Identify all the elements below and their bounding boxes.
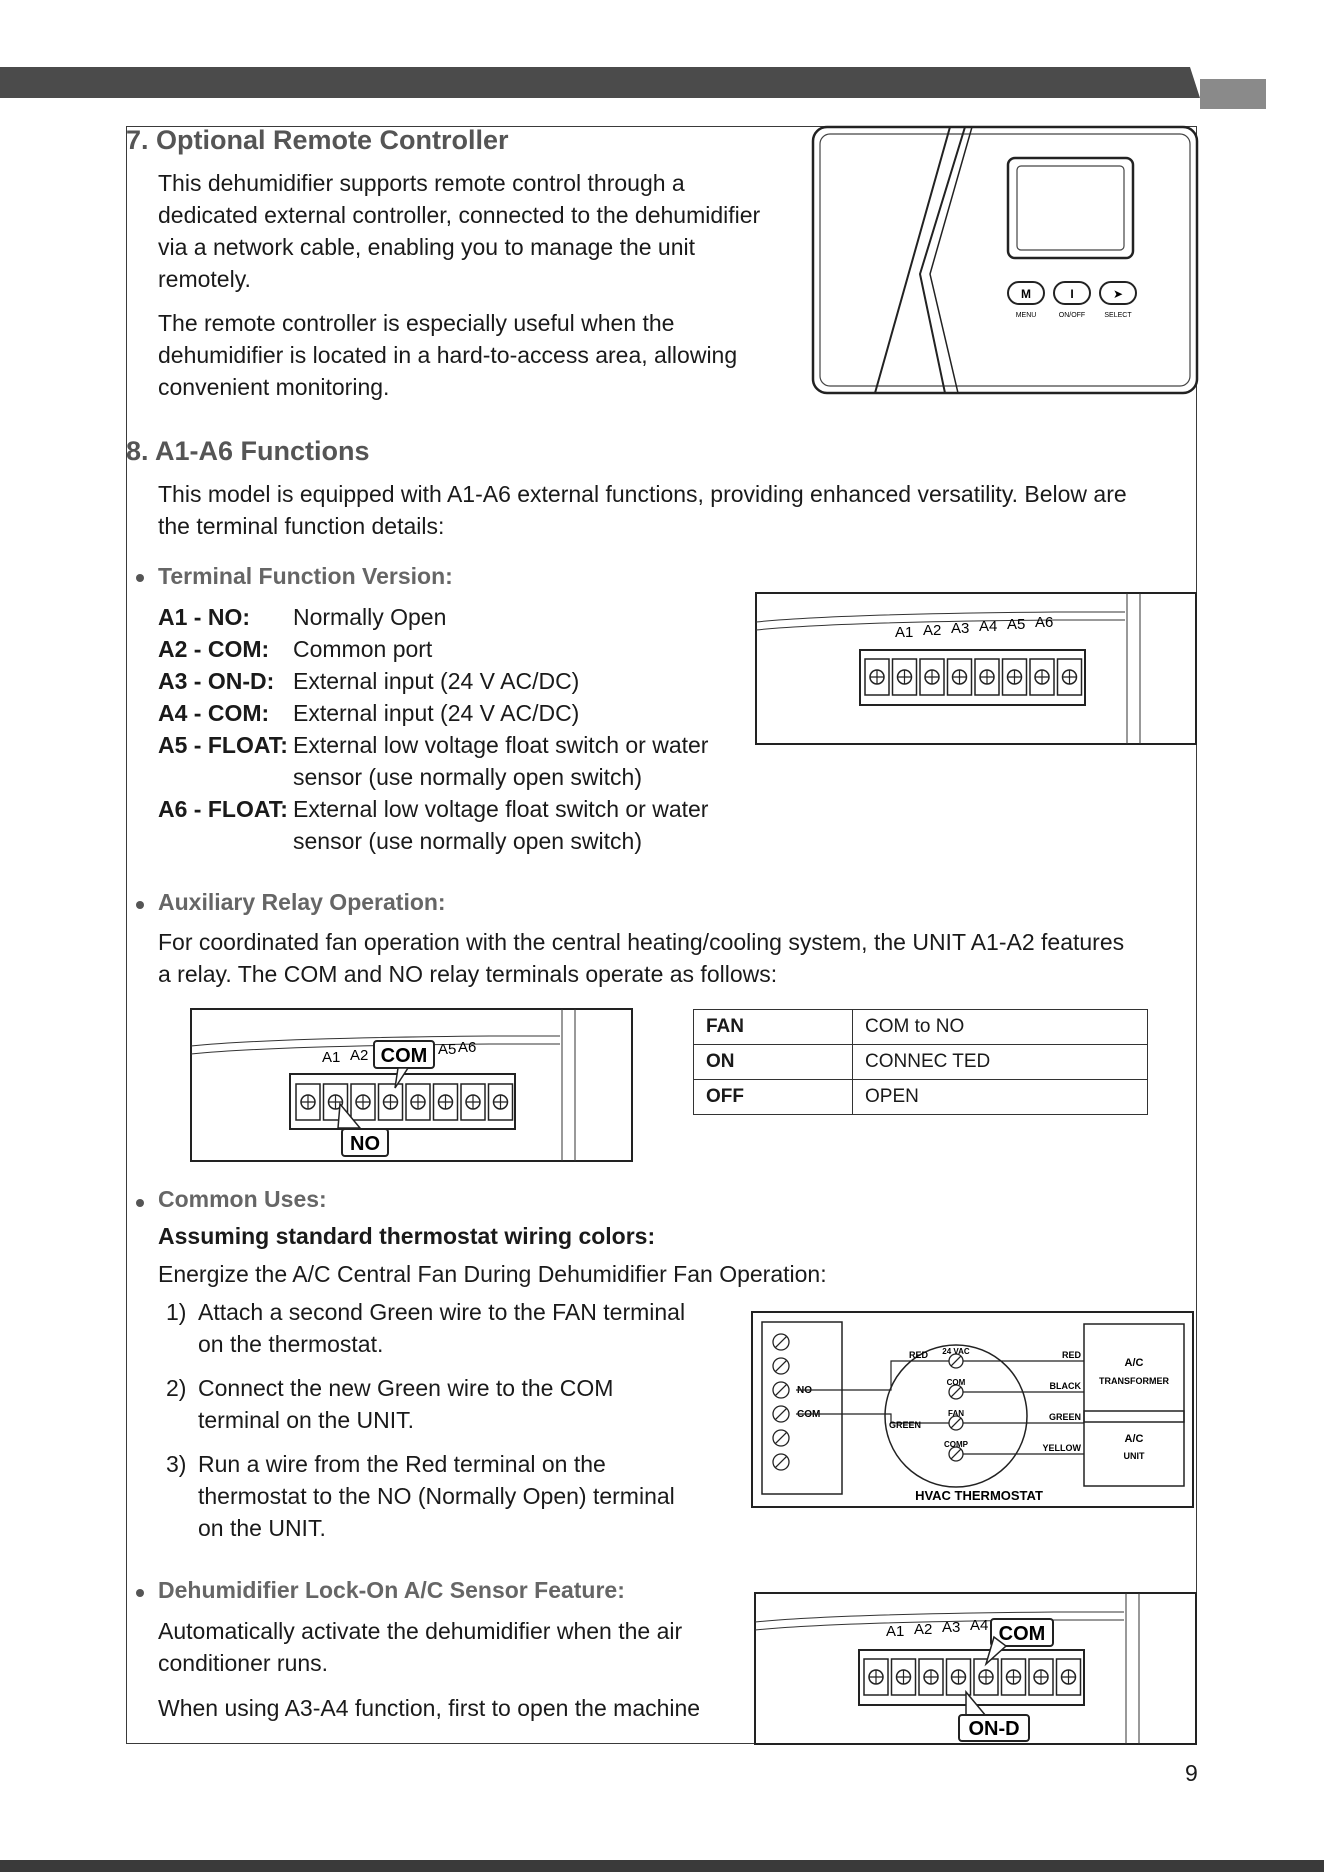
terminal-label: A6 [1035,614,1054,631]
lockon-text2: When using A3-A4 function, first to open the machine [158,1695,701,1721]
terminal-label: A5 [1007,616,1026,633]
header-tab [1200,79,1266,109]
text-line: thermostat to the NO (Normally Open) terminal [198,1483,675,1509]
menu-button-glyph: M [1021,287,1031,301]
terminal-desc: External input (24 V AC/DC) [293,700,580,726]
text-line: the terminal function details: [158,513,445,539]
ac-label: A/C [1124,1357,1144,1369]
text-line: External low voltage float switch or water [293,732,709,758]
table-cell: COM to NO [853,1010,1148,1045]
wiring-com-label: COM [797,1409,821,1420]
step-item [166,1448,685,1544]
terminal-list [158,601,708,857]
terminal-key: A1 - NO: [158,604,250,630]
step-list [166,1296,685,1544]
step-number: 3) [166,1451,187,1477]
terminal-label: A5 [438,1041,457,1058]
footer-bar [0,1860,1324,1872]
terminal-key: A3 - ON-D: [158,668,275,694]
terminal-label: A2 [914,1621,933,1638]
table-cell: ON [694,1045,853,1080]
relay-text [158,926,1124,990]
wiring-caption: HVAC THERMOSTAT [915,1488,1043,1503]
section8-intro [158,478,1127,542]
terminal-label: A1 [895,624,914,641]
text-line: The remote controller is especially useful when the [158,310,675,336]
terminal-label: A4 [979,618,998,635]
text-line: convenient monitoring. [158,374,390,400]
no-callout-label: NO [350,1133,380,1155]
text-line: conditioner runs. [158,1650,329,1676]
relay-heading: Auxiliary Relay Operation: [158,889,446,915]
table-cell: OPEN [853,1080,1148,1115]
thermostat-24vac-label: 24 VAC [942,1347,970,1356]
terminal-key: A6 - FLOAT: [158,796,288,822]
com-callout-label: COM [998,1623,1046,1645]
terminal-row [158,633,708,665]
terminal-row [158,697,708,729]
terminal-desc [293,793,708,857]
terminal-desc: Common port [293,636,433,662]
text-line: dedicated external controller, connected to the dehumidifier [158,202,761,228]
table-row [694,1080,1148,1115]
text-line: via a network cable, enabling you to manage the unit [158,234,696,260]
bullet [136,574,144,582]
relay-terminal-diagram [190,1008,633,1162]
com-callout-label: COM [380,1045,428,1067]
terminal-row [158,601,708,633]
text-line: This dehumidifier supports remote control through a [158,170,685,196]
terminal-desc [293,729,708,793]
text-line: For coordinated fan operation with the central heating/cooling system, the UNIT A1-A2 features [158,929,1125,955]
table-row [694,1045,1148,1080]
terminal-label: A4 [970,1617,989,1634]
terminal-row [158,729,708,793]
relay-table [693,1009,1148,1115]
section7-para2 [158,307,737,403]
wire-green-label: GREEN [1048,1412,1081,1422]
text-line: Run a wire from the Red terminal on the [198,1451,606,1477]
ond-callout-label: ON-D [968,1718,1020,1740]
text-line: Attach a second Green wire to the FAN terminal [198,1299,686,1325]
table-cell: FAN [694,1010,853,1045]
terminal-label: A1 [886,1623,905,1640]
table-row [694,1010,1148,1045]
wire-yellow-label: YELLOW [1042,1443,1081,1453]
lockon-terminal-diagram [754,1592,1197,1745]
bullet [136,901,144,909]
onoff-label: ON/OFF [1058,312,1086,319]
thermostat-com-label: COM [946,1378,966,1387]
uses-line: Energize the A/C Central Fan During Dehumidifier Fan Operation: [158,1261,827,1287]
terminal-row [158,665,708,697]
bullet [136,1199,144,1207]
terminal-key: A2 - COM: [158,636,270,662]
page-number: 9 [1185,1760,1198,1786]
terminal-key: A4 - COM: [158,700,270,726]
text-line: on the UNIT. [198,1515,326,1541]
bullet [136,1589,144,1597]
wire-green-left-label: GREEN [889,1420,922,1430]
menu-label: MENU [1015,312,1037,319]
uses-heading: Common Uses: [158,1186,327,1212]
thermostat-comp-label: COMP [944,1440,968,1449]
select-label: SELECT [1104,312,1132,319]
terminal-heading: Terminal Function Version: [158,563,453,589]
onoff-button-glyph: I [1070,287,1074,301]
text-line: remotely. [158,266,251,292]
hvac-wiring-diagram [751,1311,1194,1508]
step-text [198,1448,675,1544]
text-line: dehumidifier is located in a hard-to-access area, allowing [158,342,738,368]
uses-bold: Assuming standard thermostat wiring colors: [158,1223,656,1249]
text-line: a relay. The COM and NO relay terminals operate as follows: [158,961,778,987]
remote-controller-illustration [810,124,1200,396]
terminal-label: A2 [923,622,942,639]
terminal-desc: Normally Open [293,604,447,630]
wiring-no-label: NO [797,1385,812,1396]
terminal-key: A5 - FLOAT: [158,732,288,758]
thermostat-fan-label: FAN [948,1409,964,1418]
section8-title: 8. A1-A6 Functions [126,436,370,466]
terminal-label: A6 [458,1039,477,1056]
step-text [198,1296,685,1360]
text-line: sensor (use normally open switch) [293,764,642,790]
text-line: External low voltage float switch or water [293,796,709,822]
terminal-label: A3 [951,620,970,637]
terminal-desc: External input (24 V AC/DC) [293,668,580,694]
step-text [198,1372,613,1436]
terminal-label: A3 [942,1619,961,1636]
text-line: Connect the new Green wire to the COM [198,1375,614,1401]
lockon-text [158,1615,682,1679]
terminal-label: A2 [350,1047,369,1064]
wire-black-label: BLACK [1049,1381,1081,1391]
text-line: This model is equipped with A1-A6 external functions, providing enhanced versatility. Below are [158,481,1127,507]
text-line: sensor (use normally open switch) [293,828,642,854]
section7-title: 7. Optional Remote Controller [126,125,509,155]
terminal-row [158,793,708,857]
table-cell: OFF [694,1080,853,1115]
lockon-heading: Dehumidifier Lock-On A/C Sensor Feature: [158,1577,625,1603]
ac-unit-ac-label: A/C [1124,1433,1144,1445]
wire-red-left-label: RED [909,1350,929,1360]
terminal-block-diagram [755,592,1197,745]
transformer-label: TRANSFORMER [1099,1376,1169,1386]
select-button-glyph: ➤ [1112,287,1124,301]
step-number: 1) [166,1299,187,1325]
step-item [166,1372,685,1436]
wire-red-label: RED [1061,1350,1081,1360]
section7-para1 [158,167,760,295]
step-item [166,1296,685,1360]
terminal-label: A1 [322,1049,341,1066]
step-number: 2) [166,1375,187,1401]
unit-label: UNIT [1123,1451,1145,1461]
header-bar [0,67,1200,98]
text-line: on the thermostat. [198,1331,384,1357]
table-cell: CONNEC TED [853,1045,1148,1080]
text-line: Automatically activate the dehumidifier when the air [158,1618,683,1644]
text-line: terminal on the UNIT. [198,1407,415,1433]
